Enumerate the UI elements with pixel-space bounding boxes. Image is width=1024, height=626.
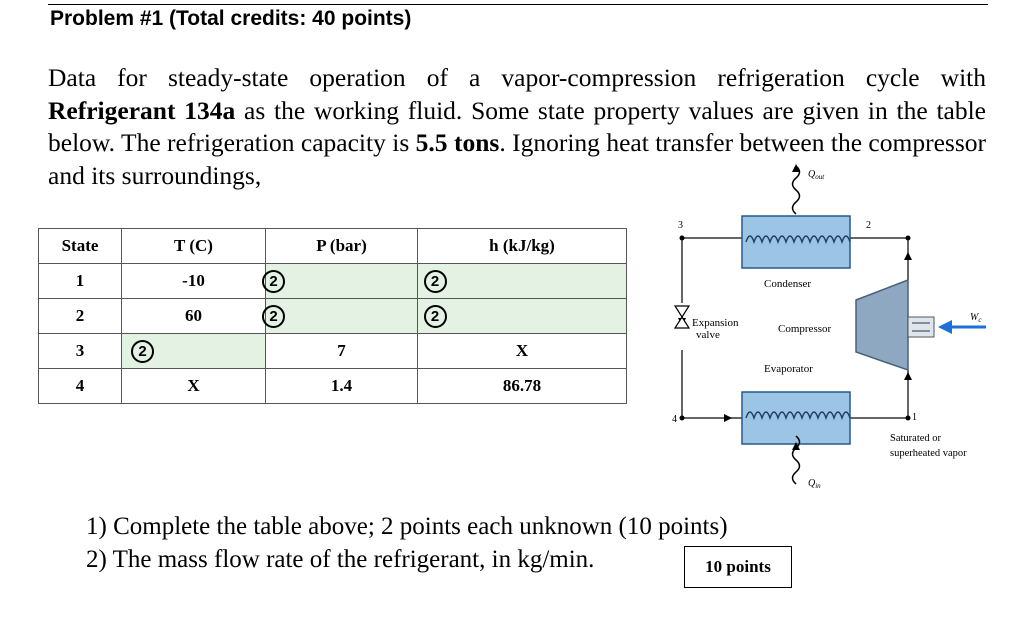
unknown-marker: 2 [131,340,154,363]
compressor [856,280,934,370]
cell-pressure-unknown[interactable] [266,299,418,334]
cell-temperature: 60 [122,299,266,334]
cell-pressure-unknown[interactable] [266,264,418,299]
cell-enthalpy-unknown[interactable] [418,299,627,334]
state-3-label: 3 [678,220,683,231]
evaporator-label: Evaporator [764,363,813,375]
cell-temperature-unknown[interactable] [122,334,266,369]
question-1: 1) Complete the table above; 2 points each unknown (10 points) [86,513,728,540]
cell-enthalpy-unknown[interactable] [418,264,627,299]
saturated-label-2: superheated vapor [890,448,967,459]
work-symbol: $W_c$ [970,312,982,324]
header-state: State [39,229,122,264]
heat-out-symbol: $Q_{out}$ [808,169,825,181]
statement-text-2: as the working fluid. Some state property values are given in the table below. The refrigeration capacity is [48,95,986,157]
problem-title: Problem #1 (Total credits: 40 points) [50,7,412,30]
heat-out-arrow [792,164,800,214]
statement-text-1: Data for steady-state operation of a vapor-compression refrigeration cycle with [48,63,986,92]
points-box: 10 points [684,546,792,588]
state-1-label: 1 [912,412,917,423]
header-pressure: P (bar) [266,229,418,264]
expansion-label-2: valve [696,329,720,341]
cell-state: 4 [39,369,122,404]
condenser [742,216,850,268]
state-property-table [38,228,627,404]
cell-temperature: -10 [122,264,266,299]
expansion-label-1: Expansion [692,317,739,329]
cell-temperature: X [122,369,266,404]
cell-pressure: 1.4 [266,369,418,404]
compressor-label: Compressor [778,323,832,335]
saturated-label-1: Saturated or [890,433,942,444]
header-enthalpy: h (kJ/kg) [418,229,627,264]
table-row [39,264,627,299]
questions [86,510,728,576]
table-row [39,299,627,334]
refrigeration-capacity: 5.5 tons [415,128,500,157]
unknown-marker: 2 [262,305,285,328]
state-2-label: 2 [866,220,871,231]
table-header-row [39,229,627,264]
cell-state: 2 [39,299,122,334]
cell-enthalpy: 86.78 [418,369,627,404]
statement-text-3: . Ignoring heat transfer between the compressor and its surroundings, [48,128,986,190]
cell-pressure: 7 [266,334,418,369]
refrigeration-cycle-diagram [660,160,1010,500]
heat-in-symbol: $Q_{in}$ [808,478,821,490]
table-row [39,334,627,369]
table-row [39,369,627,404]
header-temperature: T (C) [122,229,266,264]
question-2: 2) The mass flow rate of the refrigerant, in kg/min. [86,546,595,573]
cell-state: 3 [39,334,122,369]
cell-enthalpy: X [418,334,627,369]
condenser-label: Condenser [764,278,812,290]
unknown-marker: 2 [262,270,285,293]
cell-state: 1 [39,264,122,299]
refrigerant-name: Refrigerant 134a [48,95,236,125]
unknown-marker: 2 [424,305,447,328]
expansion-valve [675,306,689,328]
state-4-label: 4 [672,414,677,425]
top-rule [48,4,988,5]
unknown-marker: 2 [424,270,447,293]
